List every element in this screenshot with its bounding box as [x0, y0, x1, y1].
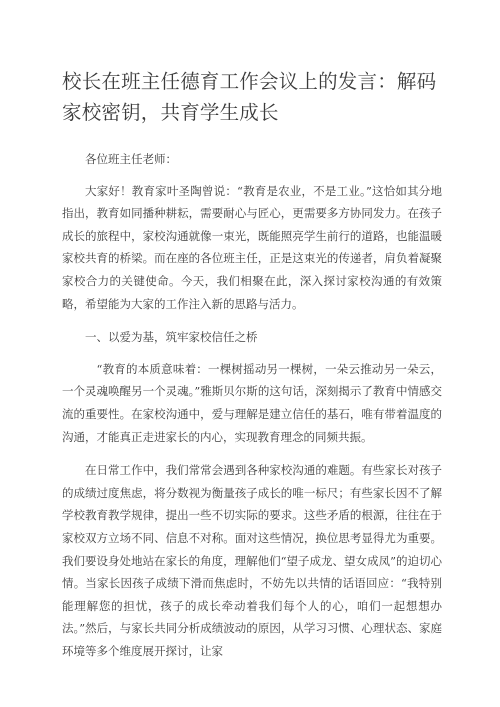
document-body: [62, 148, 442, 662]
quote-paragraph: “教育的本质意味着：一棵树摇动另一棵树，一朵云推动另一朵云，一个灵魂唤醒另一个灵魂。”雅斯贝尔斯的这句话，深刻揭示了教育中情感交流的重要性。在家校沟通中，爱与理解是建立信任的基石，唯有带着温度的沟通，才能真正走进家长的内心，实现教育理念的同频共振。: [62, 361, 442, 444]
intro-paragraph: 大家好！教育家叶圣陶曾说：“教育是农业，不是工业。”这恰如其分地指出，教育如同播种耕耘，需要耐心与匠心，更需要多方协同发力。在孩子成长的旅程中，家校沟通就像一束光，既能照亮学生前行的道路，也能温暖家校共育的桥梁。而在座的各位班主任，正是这束光的传递者，肩负着凝聚家校合力的关键使命。今天，我们相聚在此，深入探讨家校沟通的有效策略，希望能为大家的工作注入新的思路与活力。: [62, 183, 442, 311]
section-heading: 一、以爱为基，筑牢家校信任之桥: [85, 330, 258, 345]
page-title: 校长在班主任德育工作会议上的发言：解码家校密钥，共育学生成长: [62, 70, 437, 124]
salutation: 各位班主任老师：: [85, 152, 177, 166]
daily-work-paragraph: 在日常工作中，我们常常会遇到各种家校沟通的难题。有些家长对孩子的成绩过度焦虑，将分数视为衡量孩子成长的唯一标尺；有些家长因不了解学校教育教学规律，提出一些不切实际的要求。这些矛盾的根源，往往在于家校双方立场不同、信息不对称。面对这些情况，换位思考显得尤为重要。我们要设身处地站在家长的角度，理解他们“望子成龙、望女成凤”的迫切心情。当家长因孩子成绩下滑而焦虑时，不妨先以共情的话语回应：“我特别能理解您的担忧，孩子的成长牵动着我们每个人的心，咱们一起想想办法。”然后，与家长共同分析成绩波动的原因，从学习习惯、心理状态、家庭环境等多个维度展开探讨，让家: [62, 463, 442, 658]
